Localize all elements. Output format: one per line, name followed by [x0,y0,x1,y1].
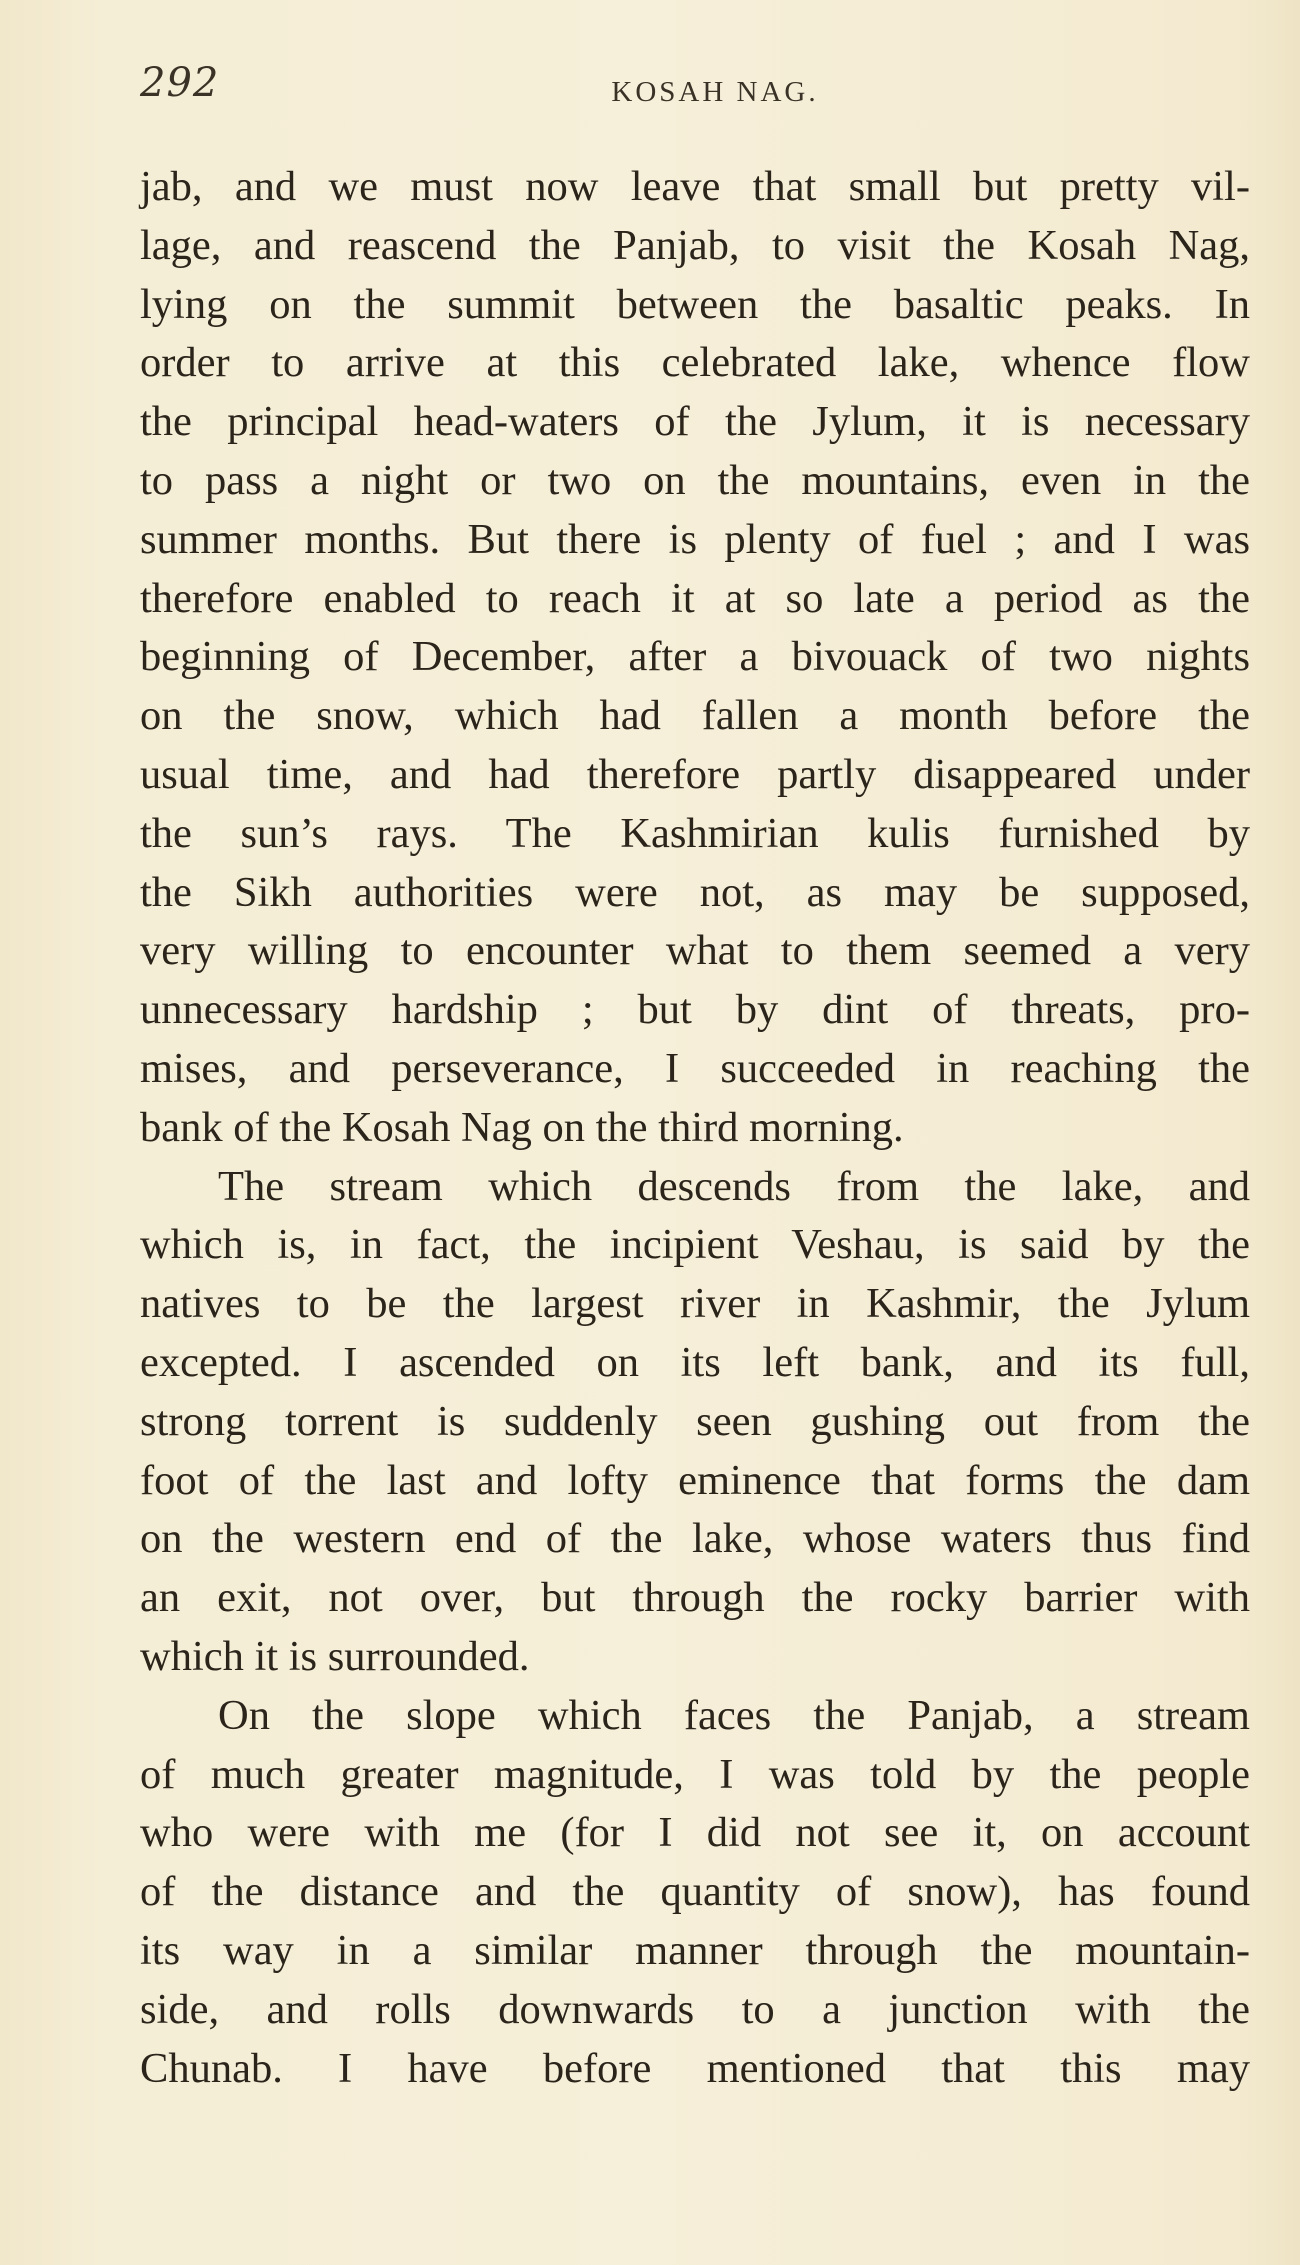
text-line: unnecessary hardship ; but by dint of threats, pro- [140,986,1250,1034]
text-line: an exit, not over, but through the rocky barrier with [140,1574,1250,1622]
text-line: mises, and perseverance, I succeeded in reaching the [140,1044,1250,1092]
body-text [140,158,1250,2098]
text-line: jab, and we must now leave that small but pretty vil- [140,163,1250,210]
paragraph-2 [140,1158,1250,1687]
text-line: lage, and reascend the Panjab, to visit the Kosah Nag, [140,221,1250,269]
page-number: 292 [140,60,220,106]
text-line: very willing to encounter what to them seemed a very [140,927,1250,975]
paragraph-3 [140,1687,1250,2099]
text-line: the sun’s rays. The Kashmirian kulis furnished by [140,809,1250,857]
text-line: which it is surrounded. [140,1632,530,1680]
text-line: to pass a night or two on the mountains, even in the [140,456,1250,504]
paragraph-1 [140,158,1250,1158]
text-line: on the western end of the lake, whose waters thus find [140,1515,1250,1563]
page-header [140,60,1250,120]
text-line: therefore enabled to reach it at so late a period as the [140,574,1250,622]
text-line: foot of the last and lofty eminence that forms the dam [140,1456,1250,1504]
text-line: order to arrive at this celebrated lake, whence flow [140,339,1250,387]
text-line: its way in a similar manner through the mountain- [140,1926,1250,1974]
text-line: beginning of December, after a bivouack of two nights [140,633,1250,681]
text-line: of much greater magnitude, I was told by the people [140,1750,1250,1798]
text-line: On the slope which faces the Panjab, a stream [218,1691,1250,1739]
text-line: usual time, and had therefore partly disappeared under [140,750,1250,798]
text-line: the principal head-waters of the Jylum, it is necessary [140,398,1250,446]
text-line: the Sikh authorities were not, as may be supposed, [140,868,1250,916]
text-line: who were with me (for I did not see it, on account [140,1809,1250,1857]
text-line: of the distance and the quantity of snow), has found [140,1868,1250,1916]
text-line: The stream which descends from the lake, and [218,1162,1250,1210]
text-line: lying on the summit between the basaltic peaks. In [140,280,1250,328]
text-line: which is, in fact, the incipient Veshau, is said by the [140,1221,1250,1269]
text-line: summer months. But there is plenty of fuel ; and I was [140,515,1250,563]
text-line: strong torrent is suddenly seen gushing out from the [140,1397,1250,1445]
text-line: bank of the Kosah Nag on the third morning. [140,1103,904,1151]
running-title: KOSAH NAG. [611,76,819,108]
text-line: Chunab. I have before mentioned that this may [140,2044,1250,2092]
text-line: excepted. I ascended on its left bank, and its full, [140,1338,1250,1386]
text-line: on the snow, which had fallen a month before the [140,692,1250,740]
text-line: side, and rolls downwards to a junction with the [140,1985,1250,2033]
text-line: natives to be the largest river in Kashmir, the Jylum [140,1280,1250,1328]
